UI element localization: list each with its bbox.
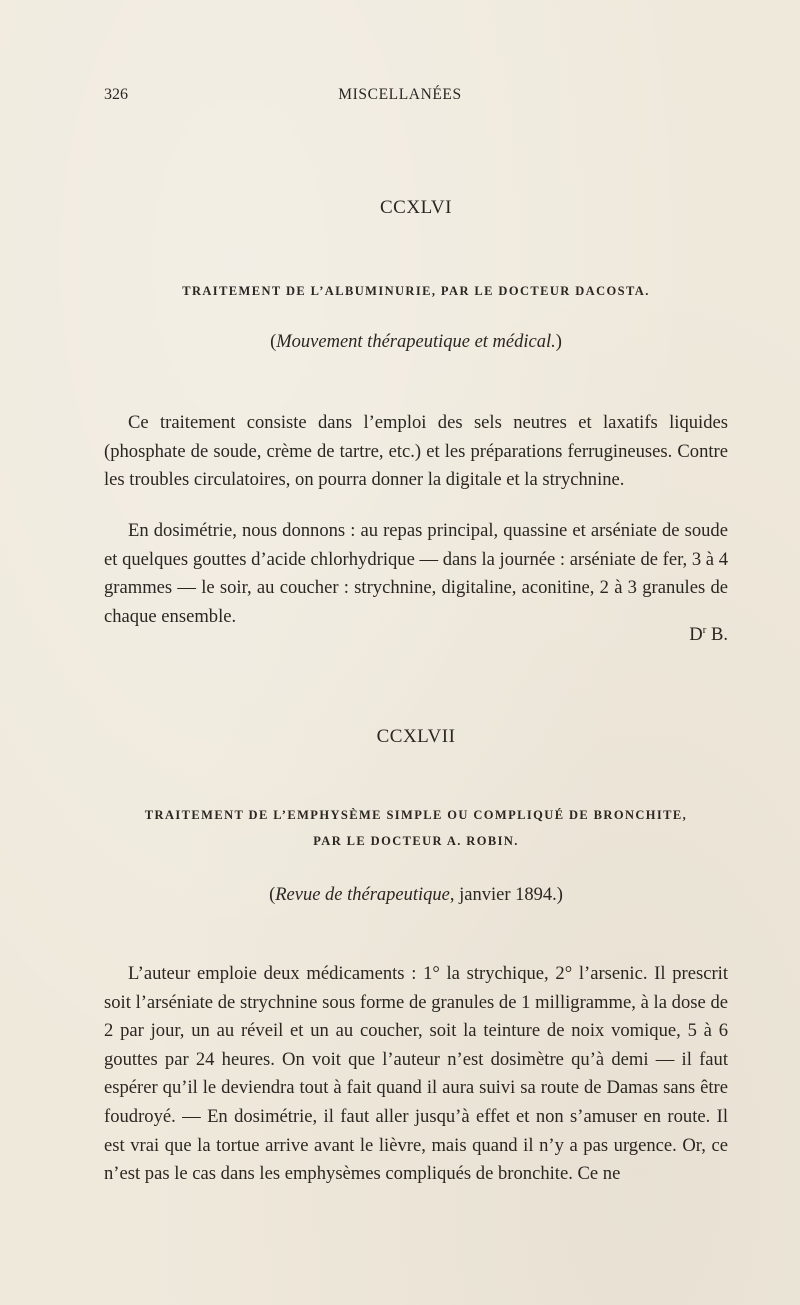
- article-2-source: [104, 885, 728, 906]
- article-1-signature: [104, 624, 738, 646]
- source-date: , janvier 1894.): [449, 885, 563, 905]
- article-2-heading-line-1: TRAITEMENT DE L’EMPHYSÈME SIMPLE OU COMPLIQUÉ DE BRONCHITE,: [144, 808, 688, 822]
- running-head: [0, 86, 800, 110]
- signature-prefix: D: [689, 624, 703, 646]
- article-1-paragraph-2: En dosimétrie, nous donnons : au repas principal, quassine et arséniate de soude et quelques gouttes d’acide chlorhydrique — dans la journée : arséniate de fer, 3 à 4 grammes — le soir, au coucher : strychnine, digitaline, aconitine, 2 à 3 granules de chaque ensemble.: [104, 520, 728, 627]
- article-2-numeral: CCXLVII: [376, 726, 456, 747]
- article-1-numeral: CCXLVI: [380, 197, 452, 218]
- article-2-paragraph-1: L’auteur emploie deux médicaments : 1° la strychique, 2° l’arsenic. Il prescrit soit l’arséniate de strychnine sous forme de granules de 1 milligramme, à la dose de 2 par jour, un au réveil et un au coucher, soit la teinture de noix vomique, 5 à 6 gouttes par 24 heures. On voit que l’auteur n’est dosimètre qu’à demi — il faut espérer qu’il le deviendra tout à fait quand il aura suivi sa route de Damas sans être foudroyé. — En dosimétrie, il faut aller jusqu’à effet et non s’amuser en route. Il est vrai que la tortue arrive avant le lièvre, mais quand il n’y a pas urgence. Or, ce n’est pas le cas dans les emphysèmes compliqués de bronchite. Ce ne: [104, 963, 728, 1185]
- source-open-paren: (: [269, 885, 276, 905]
- source-title: Mouvement thérapeutique et médical.: [276, 332, 556, 352]
- source-close-paren: ): [555, 332, 562, 352]
- article-1-source: [104, 332, 728, 353]
- source-open-paren: (: [270, 332, 277, 352]
- article-2-heading: [104, 802, 728, 854]
- article-2-heading-line-2: PAR LE DOCTEUR A. ROBIN.: [313, 834, 519, 848]
- article-1-heading: TRAITEMENT DE L’ALBUMINURIE, PAR LE DOCTEUR DACOSTA.: [182, 284, 650, 298]
- signature-suffix: B.: [706, 624, 728, 646]
- signature-superscript: r: [702, 624, 707, 636]
- page-number: 326: [104, 86, 128, 103]
- article-1-paragraph-1: Ce traitement consiste dans l’emploi des sels neutres et laxatifs liquides (phosphate de soude, crème de tartre, etc.) et les préparations ferrugineuses. Contre les troubles circulatoires, on pourra donner la digitale et la strychnine.: [104, 412, 728, 491]
- source-title: Revue de thérapeutique: [275, 885, 450, 905]
- running-title: MISCELLANÉES: [338, 86, 462, 103]
